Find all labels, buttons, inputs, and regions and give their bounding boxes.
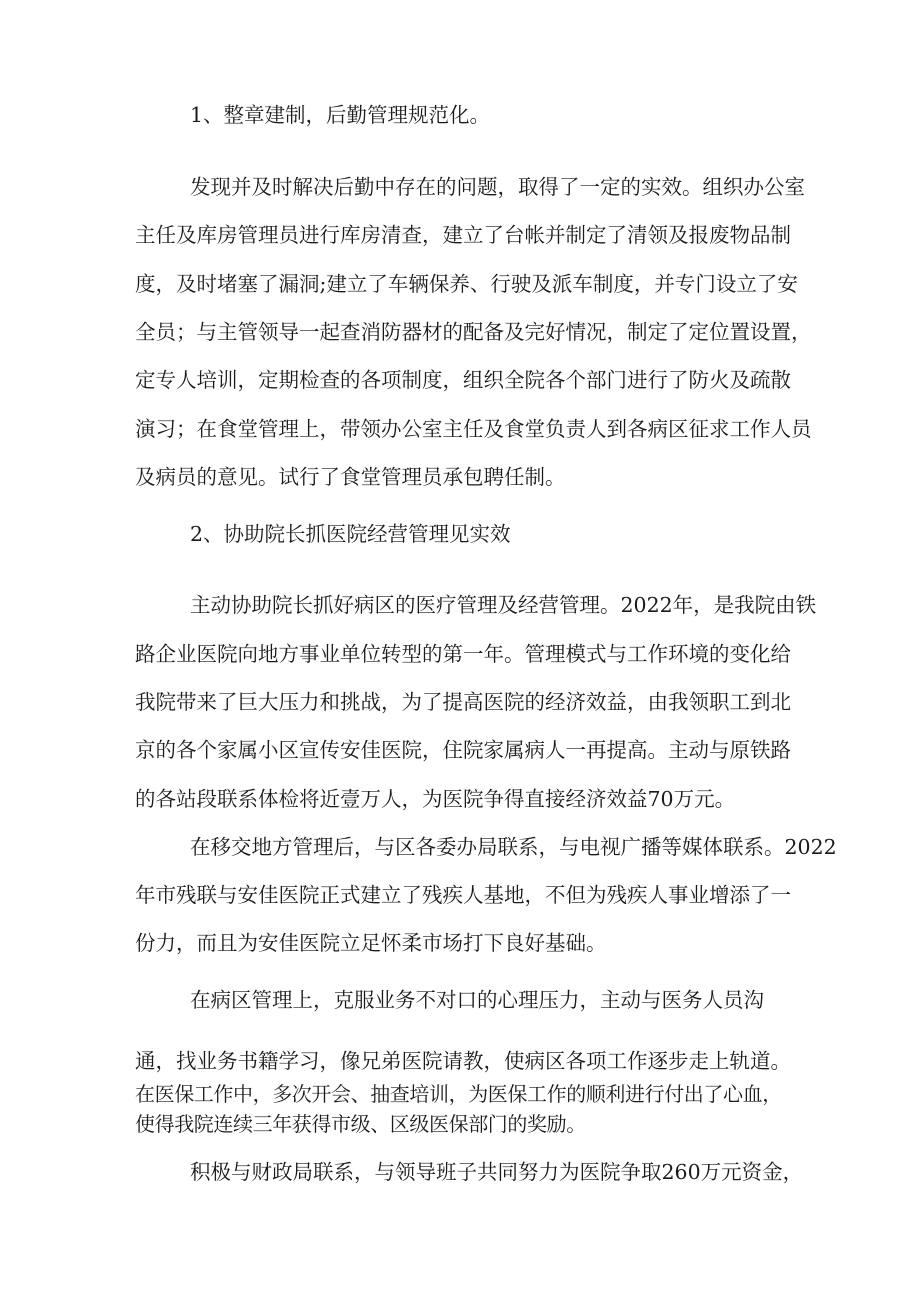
paragraph-line: 的各站段联系体检将近壹万人，为医院争得直接经济效益70万元。: [135, 787, 736, 811]
paragraph-line: 积极与财政局联系，与领导班子共同努力为医院争取260万元资金，: [190, 1160, 804, 1184]
paragraph-line: 通，找业务书籍学习，像兄弟医院请教，使病区各项工作逐步走上轨道。: [135, 1049, 791, 1073]
paragraph-line: 年市残联与安佳医院正式建立了残疾人基地，不但为残疾人事业增添了一: [135, 883, 791, 907]
paragraph-line: 使得我院连续三年获得市级、区级医保部门的奖励。: [135, 1112, 586, 1136]
paragraph-line: 主任及库房管理员进行库房清查，建立了台帐并制定了清领及报废物品制: [135, 223, 791, 247]
paragraph-line: 定专人培训，定期检查的各项制度，组织全院各个部门进行了防火及疏散: [135, 368, 791, 392]
paragraph-line: 发现并及时解决后勤中存在的问题，取得了一定的实效。组织办公室: [190, 175, 805, 199]
paragraph-line: 在医保工作中，多次开会、抽查培训，为医保工作的顺利进行付出了心血，: [135, 1082, 782, 1106]
paragraph-line: 我院带来了巨大压力和挑战，为了提高医院的经济效益，由我领职工到北: [135, 690, 791, 714]
paragraph-line: 京的各个家属小区宣传安佳医院，住院家属病人一再提高。主动与原铁路: [135, 738, 791, 762]
paragraph-line: 在移交地方管理后，与区各委办局联系，与电视广播等媒体联系。2022: [190, 835, 837, 859]
paragraph-line: 全员；与主管领导一起查消防器材的配备及完好情况，制定了定位置设置，: [135, 320, 812, 344]
paragraph-line: 主动协助院长抓好病区的医疗管理及经营管理。2022年，是我院由铁: [190, 593, 817, 617]
paragraph-line: 演习；在食堂管理上，带领办公室主任及食堂负责人到各病区征求工作人员: [135, 417, 812, 441]
paragraph-line: 路企业医院向地方事业单位转型的第一年。管理模式与工作环境的变化给: [135, 642, 791, 666]
paragraph-line: 份力，而且为安佳医院立足怀柔市场打下良好基础。: [135, 931, 607, 955]
paragraph-line: 度，及时堵塞了漏洞;建立了车辆保养、行驶及派车制度，并专门设立了安: [135, 272, 798, 296]
section-heading-1: 1、整章建制，后勤管理规范化。: [190, 103, 491, 127]
paragraph-line: 及病员的意见。试行了食堂管理员承包聘任制。: [135, 465, 566, 489]
section-heading-2: 2、协助院长抓医院经营管理见实效: [190, 522, 511, 546]
paragraph-line: 在病区管理上，克服业务不对口的心理压力，主动与医务人员沟: [190, 988, 764, 1012]
